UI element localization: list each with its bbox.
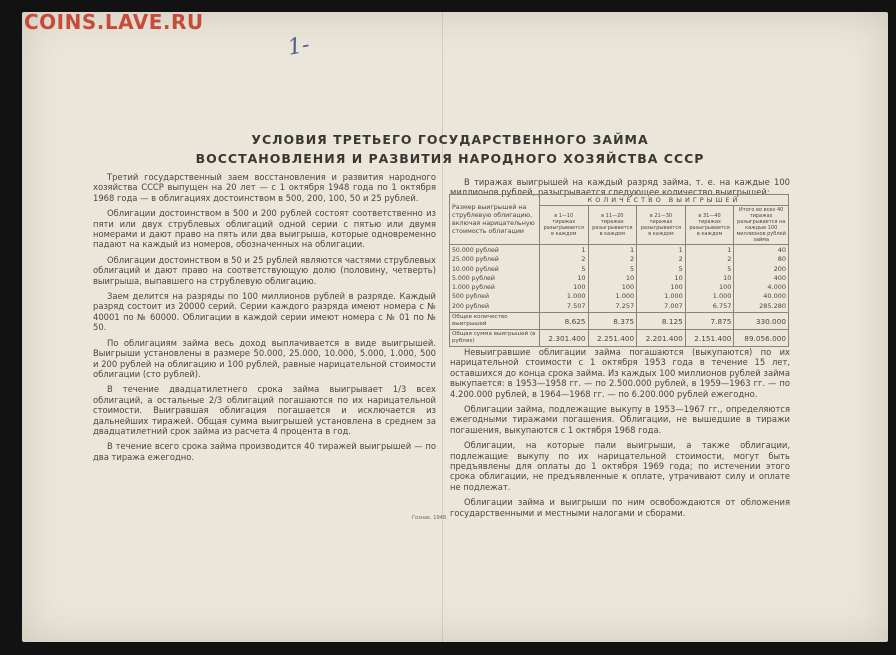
row-labels: 50.000 рублей 25.000 рублей 10.000 рублей 5.000 рублей 1.000 рублей 500 рублей 200 рублей bbox=[450, 245, 540, 313]
paragraph: В тиражах выигрышей на каждый разряд займа, т. е. на каждые 100 миллионов рублей, разыгрывается следующее количество выигрышей: bbox=[450, 177, 790, 198]
period-header: в 21—30 тиражах разыгрывается в каждом bbox=[637, 206, 686, 245]
total-sum-label: Общая сумма выигрышей (в рублях) bbox=[450, 330, 540, 347]
paragraph: Облигации достоинством в 50 и 25 рублей являются частями струблевых облигаций и дают право на соответствующую долю (половину, четверть) выигрыша, выпавшего на струблевую облигацию. bbox=[93, 254, 436, 286]
winnings-table bbox=[449, 194, 789, 347]
title-line-2: ВОССТАНОВЛЕНИЯ И РАЗВИТИЯ НАРОДНОГО ХОЗЯЙСТВА СССР bbox=[195, 151, 705, 166]
total-count: 8.125 bbox=[637, 313, 686, 330]
paragraph: Облигации, на которые пали выигрыши, а также облигации, подлежащие выкупу по их нарицательной стоимости, могут быть предъявлены для оплаты до 1 октября 1969 года; по истечении этого срока облигации, не предъявленные к оплате, утрачивают силу и оплате не подлежат. bbox=[450, 440, 790, 492]
total-sum: 2.301.400 bbox=[540, 330, 589, 347]
paragraph: Третий государственный заем восстановления и развития народного хозяйства СССР выпущен на 20 лет — с 1 октября 1948 года по 1 октября 1968 года — в облигациях достоинством в 500, 200, 100, 50 и 25 рублей. bbox=[93, 172, 436, 203]
count-column: 1 2 5 10 100 1.000 7.257 bbox=[588, 245, 637, 313]
total-count: 330.000 bbox=[734, 313, 789, 330]
paragraph: Облигации достоинством в 500 и 200 рублей состоят соответственно из пяти или двух струблевых облигаций одной серии с пятью или двумя номерами и дают право на пять или два выигрыша, которые одновременно падают на каждый из номеров, обозначенных на облигации. bbox=[93, 208, 436, 250]
paragraph: Облигации займа, подлежащие выкупу в 1953—1967 гг., определяются ежегодными тиражами погашения. Облигации, не вышедшие в тиражи погашения, выкупаются с 1 октября 1968 года. bbox=[450, 404, 790, 435]
table-row bbox=[450, 245, 789, 313]
total-count-label: Общее количество выигрышей bbox=[450, 313, 540, 330]
paragraph: В течение всего срока займа производится 40 тиражей выигрышей — по два тиража ежегодно. bbox=[93, 441, 436, 462]
paragraph: Облигации займа и выигрыши по ним освобождаются от обложения государственными и местными налогами и сборами. bbox=[450, 497, 790, 518]
right-column bbox=[450, 347, 790, 523]
printer-imprint: Гознак. 1948. bbox=[412, 515, 448, 521]
count-column: 1 2 5 10 100 1.000 6.757 bbox=[685, 245, 734, 313]
total-column: 40 80 200 400 4.000 40.000 285.280 bbox=[734, 245, 789, 313]
total-count: 7.875 bbox=[685, 313, 734, 330]
total-count: 8.625 bbox=[540, 313, 589, 330]
watermark: COINS.LAVE.RU bbox=[24, 10, 204, 34]
title-line-1: УСЛОВИЯ ТРЕТЬЕГО ГОСУДАРСТВЕННОГО ЗАЙМА bbox=[251, 132, 649, 147]
paragraph: По облигациям займа весь доход выплачивается в виде выигрышей. Выигрыши установлены в размере 50.000, 25.000, 10.000, 5.000, 1.000, 500 и 200 рублей на облигацию и 100 рублей, равные нарицательной стоимости облигации (сто рублей). bbox=[93, 337, 436, 379]
period-header: Итого во всех 40 тиражах разыгрывается на каждые 100 миллионов рублей займа bbox=[734, 206, 789, 245]
size-header: Размер выигрышей на струблевую облигацию, включая нарицательную стоимость облигации bbox=[450, 195, 540, 245]
count-column: 1 2 5 10 100 1.000 7.007 bbox=[637, 245, 686, 313]
paragraph: В течение двадцатилетнего срока займа выигрывает 1/3 всех облигаций, а остальные 2/3 облигаций погашаются по их нарицательной стоимости. Выигравшая облигация погашается и исключается из дальнейших тиражей. Общая сумма выигрышей установлена в среднем за двадцатилетний срок займа из расчета 4 процента в год. bbox=[93, 384, 436, 436]
paragraph: Невыигравшие облигации займа погашаются (выкупаются) по их нарицательной стоимости с 1 октября 1953 года в течение 15 лет, оставшихся до конца срока займа. Из каждых 100 миллионов рублей займа выкупается: в 1953—1958 гг. — по 2.500.000 рублей, в 1959—1963 гг. — по 4.200.000 рублей, в 1964—1968 гг. — по 6.200.000 рублей ежегодно. bbox=[450, 347, 790, 399]
period-header: в 31—40 тиражах разыгрывается в каждом bbox=[685, 206, 734, 245]
count-column: 1 2 5 10 100 1.000 7.507 bbox=[540, 245, 589, 313]
left-column bbox=[93, 172, 436, 467]
total-sum: 89.056.000 bbox=[734, 330, 789, 347]
total-sum: 2.251.400 bbox=[588, 330, 637, 347]
period-header: в 1—10 тиражах разыгрывается в каждом bbox=[540, 206, 589, 245]
total-count: 8.375 bbox=[588, 313, 637, 330]
pencil-note: 1- bbox=[285, 32, 312, 61]
total-sum: 2.151.400 bbox=[685, 330, 734, 347]
table-row-totals bbox=[450, 313, 789, 330]
count-header: КОЛИЧЕСТВО ВЫИГРЫШЕЙ bbox=[540, 195, 789, 206]
total-sum: 2.201.400 bbox=[637, 330, 686, 347]
table-row-sums bbox=[450, 330, 789, 347]
paragraph: Заем делится на разряды по 100 миллионов рублей в разряде. Каждый разряд состоит из 20000 серий. Серии каждого разряда имеют номера с № 40001 по № 60000. Облигации в каждой серии имеют номера с № 01 по № 50. bbox=[93, 291, 436, 333]
period-header: в 11—20 тиражах разыгрывается в каждом bbox=[588, 206, 637, 245]
fold-line bbox=[442, 12, 443, 642]
